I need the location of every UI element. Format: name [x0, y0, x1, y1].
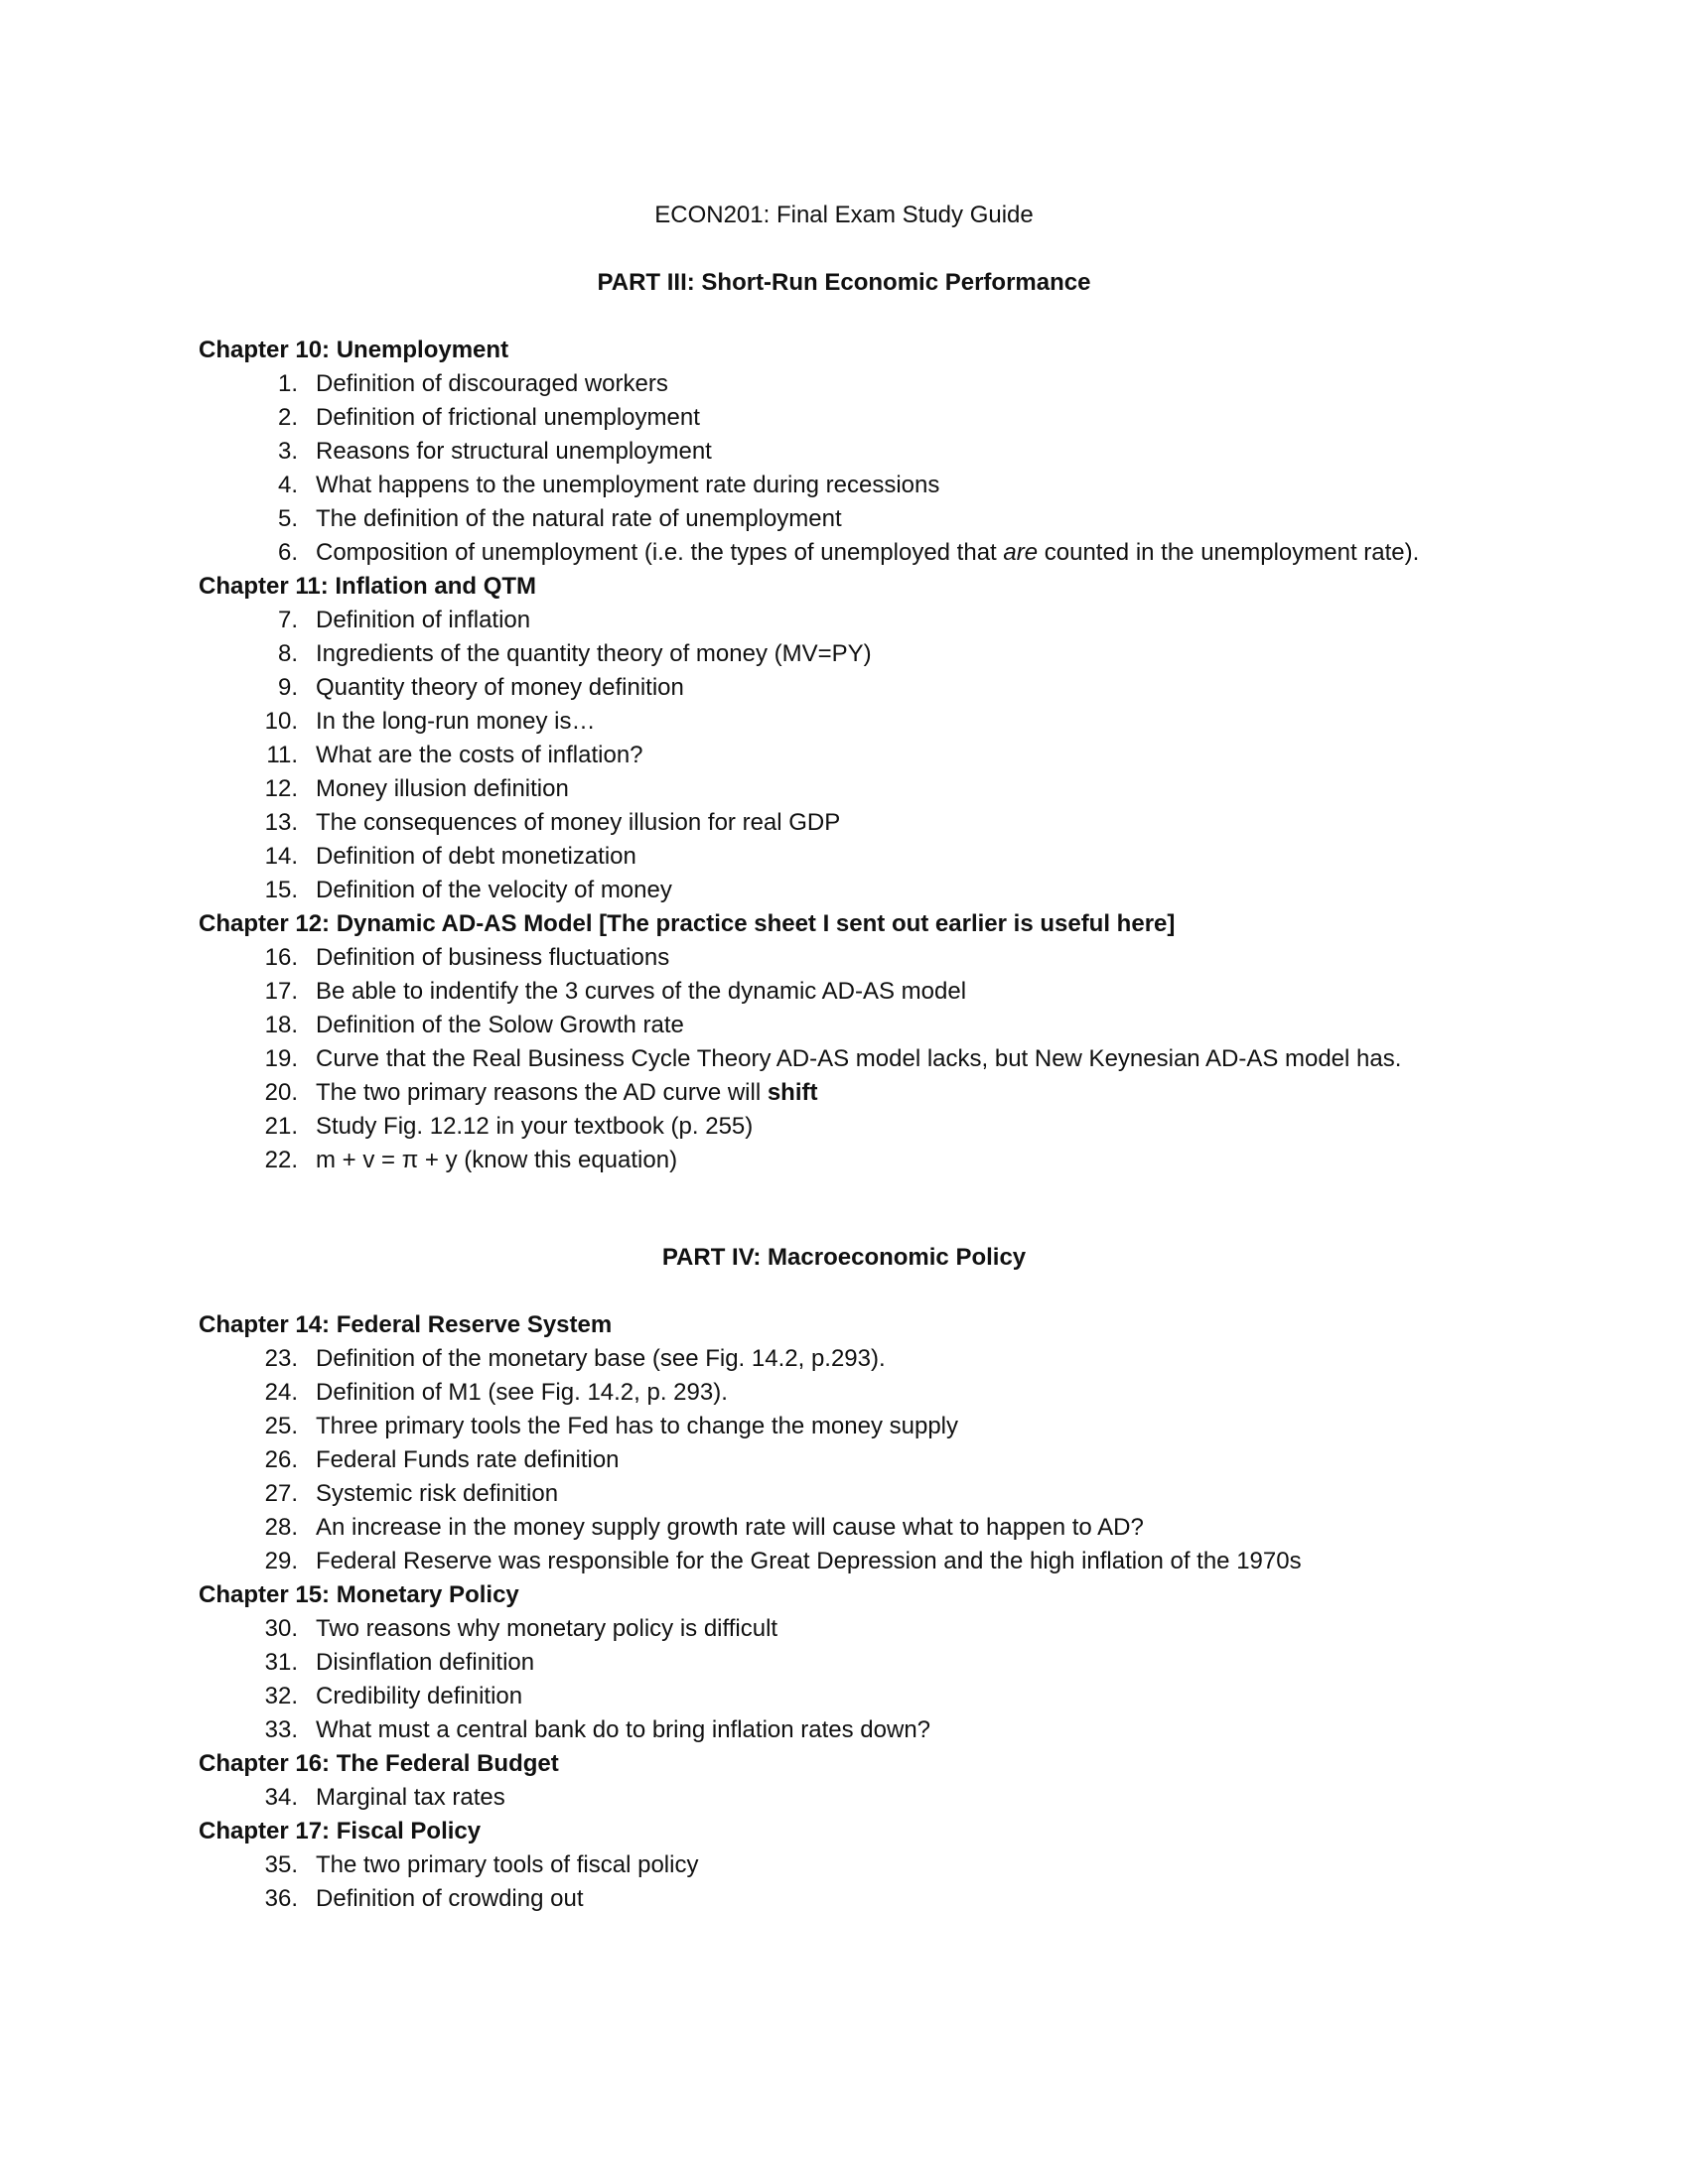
item-number: 19. [264, 1045, 298, 1072]
item-text: Reasons for structural unemployment [316, 438, 712, 465]
part-section [199, 334, 1489, 1177]
item-text-part: The two primary reasons the AD curve will [316, 1079, 768, 1106]
document-title: ECON201: Final Exam Study Guide [654, 202, 1034, 228]
item-number: 27. [264, 1480, 298, 1507]
list-item [199, 975, 1489, 1009]
item-number: 24. [264, 1379, 298, 1406]
list-item [199, 772, 1489, 806]
chapter-heading: Chapter 11: Inflation and QTM [199, 573, 537, 600]
item-number: 21. [264, 1113, 298, 1140]
item-number: 35. [264, 1851, 298, 1878]
item-text: In the long-run money is… [316, 708, 596, 735]
item-number: 33. [264, 1716, 298, 1743]
item-text: Be able to indentify the 3 curves of the dynamic AD-AS model [316, 978, 967, 1005]
list-item [199, 1713, 1489, 1747]
item-text: Quantity theory of money definition [316, 674, 684, 701]
chapter-section [199, 334, 1489, 570]
item-number: 5. [277, 505, 298, 532]
list-item [199, 671, 1489, 705]
list-item [199, 1342, 1489, 1376]
list-item [199, 401, 1489, 435]
item-number: 9. [277, 674, 298, 701]
item-text: Curve that the Real Business Cycle Theory AD-AS model lacks, but New Keynesian AD-AS model has. [316, 1045, 1402, 1072]
item-text: Credibility definition [316, 1683, 523, 1709]
list-item [199, 806, 1489, 840]
chapter-section [199, 1747, 1489, 1815]
list-item [199, 1646, 1489, 1680]
item-number: 15. [264, 877, 298, 903]
chapter-heading: Chapter 14: Federal Reserve System [199, 1311, 613, 1338]
item-text: Definition of discouraged workers [316, 370, 668, 397]
item-text: Money illusion definition [316, 775, 569, 802]
list-item [199, 502, 1489, 536]
item-text: The definition of the natural rate of unemployment [316, 505, 842, 532]
item-text: The consequences of money illusion for real GDP [316, 809, 841, 836]
item-text: An increase in the money supply growth rate will cause what to happen to AD? [316, 1514, 1144, 1541]
item-text: Study Fig. 12.12 in your textbook (p. 255) [316, 1113, 754, 1140]
item-number: 2. [277, 404, 298, 431]
list-item [199, 1376, 1489, 1410]
item-text: The two primary tools of fiscal policy [316, 1851, 699, 1878]
item-text: Systemic risk definition [316, 1480, 559, 1507]
list-item [199, 1545, 1489, 1578]
list-item [199, 637, 1489, 671]
item-number: 36. [264, 1885, 298, 1912]
item-text: Ingredients of the quantity theory of money (MV=PY) [316, 640, 872, 667]
item-text-emphasis: are [1003, 539, 1039, 566]
item-text-part: counted in the unemployment rate). [1038, 539, 1420, 566]
chapter-section [199, 1815, 1489, 1916]
item-number: 8. [277, 640, 298, 667]
item-number: 28. [264, 1514, 298, 1541]
item-number: 26. [264, 1446, 298, 1473]
list-item [199, 367, 1489, 401]
item-text: Two reasons why monetary policy is difficult [316, 1615, 778, 1642]
list-item [199, 604, 1489, 637]
list-item [199, 1076, 1489, 1110]
list-item [199, 705, 1489, 739]
item-text [298, 536, 1448, 570]
item-text: Definition of debt monetization [316, 843, 636, 870]
list-item [199, 469, 1489, 502]
list-item [199, 1848, 1489, 1882]
part-heading: PART III: Short-Run Economic Performance [597, 269, 1091, 296]
list-item [199, 1443, 1489, 1477]
chapter-heading: Chapter 16: The Federal Budget [199, 1750, 559, 1777]
list-item [199, 1511, 1489, 1545]
list-item [199, 435, 1489, 469]
item-number: 30. [264, 1615, 298, 1642]
item-text: Definition of frictional unemployment [316, 404, 700, 431]
item-text-part: Composition of unemployment (i.e. the types of unemployed that [316, 539, 1004, 566]
item-number: 29. [264, 1548, 298, 1574]
part-heading: PART IV: Macroeconomic Policy [661, 1244, 1027, 1271]
item-text: Definition of crowding out [316, 1885, 584, 1912]
list-item [199, 1612, 1489, 1646]
item-number: 20. [264, 1079, 298, 1106]
item-number: 22. [264, 1147, 298, 1173]
chapter-heading: Chapter 17: Fiscal Policy [199, 1818, 482, 1844]
item-text: Three primary tools the Fed has to change the money supply [316, 1413, 959, 1439]
item-text: Definition of the monetary base (see Fig. 14.2, p.293). [316, 1345, 886, 1372]
list-item [199, 1680, 1489, 1713]
item-number: 31. [264, 1649, 298, 1676]
item-text [298, 1076, 1448, 1110]
list-item [199, 536, 1489, 570]
item-number: 3. [277, 438, 298, 465]
item-number: 6. [277, 539, 298, 566]
chapter-section [199, 570, 1489, 907]
item-text: Definition of business fluctuations [316, 944, 670, 971]
item-number: 25. [264, 1413, 298, 1439]
item-number: 23. [264, 1345, 298, 1372]
list-item [199, 1882, 1489, 1916]
chapter-section [199, 1308, 1489, 1578]
item-number: 18. [264, 1012, 298, 1038]
list-item [199, 941, 1489, 975]
item-text: What happens to the unemployment rate during recessions [316, 472, 940, 498]
list-item [199, 874, 1489, 907]
item-text-bold: shift [767, 1079, 818, 1106]
chapter-section [199, 907, 1489, 1177]
item-text: m + v = π + y (know this equation) [316, 1147, 678, 1173]
item-number: 32. [264, 1683, 298, 1709]
list-item [199, 1781, 1489, 1815]
list-item [199, 1009, 1489, 1042]
item-text: Marginal tax rates [316, 1784, 505, 1811]
item-number: 11. [266, 742, 298, 768]
list-item [199, 739, 1489, 772]
item-text: Definition of the velocity of money [316, 877, 672, 903]
list-item [199, 840, 1489, 874]
list-item [199, 1144, 1489, 1177]
list-item [199, 1110, 1489, 1144]
item-text: Disinflation definition [316, 1649, 535, 1676]
item-text: Definition of M1 (see Fig. 14.2, p. 293). [316, 1379, 728, 1406]
chapter-heading: Chapter 12: Dynamic AD-AS Model [The practice sheet I sent out earlier is useful here] [199, 910, 1176, 937]
list-item [199, 1042, 1489, 1076]
item-text: Definition of the Solow Growth rate [316, 1012, 684, 1038]
chapter-heading: Chapter 15: Monetary Policy [199, 1581, 519, 1608]
item-number: 17. [264, 978, 298, 1005]
item-text: What must a central bank do to bring inflation rates down? [316, 1716, 931, 1743]
item-number: 10. [264, 708, 298, 735]
item-number: 4. [277, 472, 298, 498]
chapter-section [199, 1578, 1489, 1747]
item-number: 12. [264, 775, 298, 802]
item-number: 14. [264, 843, 298, 870]
item-text: Federal Funds rate definition [316, 1446, 620, 1473]
part-section [199, 1308, 1489, 1916]
item-number: 7. [277, 607, 298, 633]
item-number: 34. [264, 1784, 298, 1811]
list-item [199, 1477, 1489, 1511]
item-text: Definition of inflation [316, 607, 531, 633]
item-number: 13. [264, 809, 298, 836]
item-text: What are the costs of inflation? [316, 742, 643, 768]
item-number: 1. [277, 370, 298, 397]
item-text: Federal Reserve was responsible for the Great Depression and the high inflation of the 1970s [316, 1548, 1302, 1574]
chapter-heading: Chapter 10: Unemployment [199, 337, 509, 363]
item-number: 16. [264, 944, 298, 971]
list-item [199, 1410, 1489, 1443]
